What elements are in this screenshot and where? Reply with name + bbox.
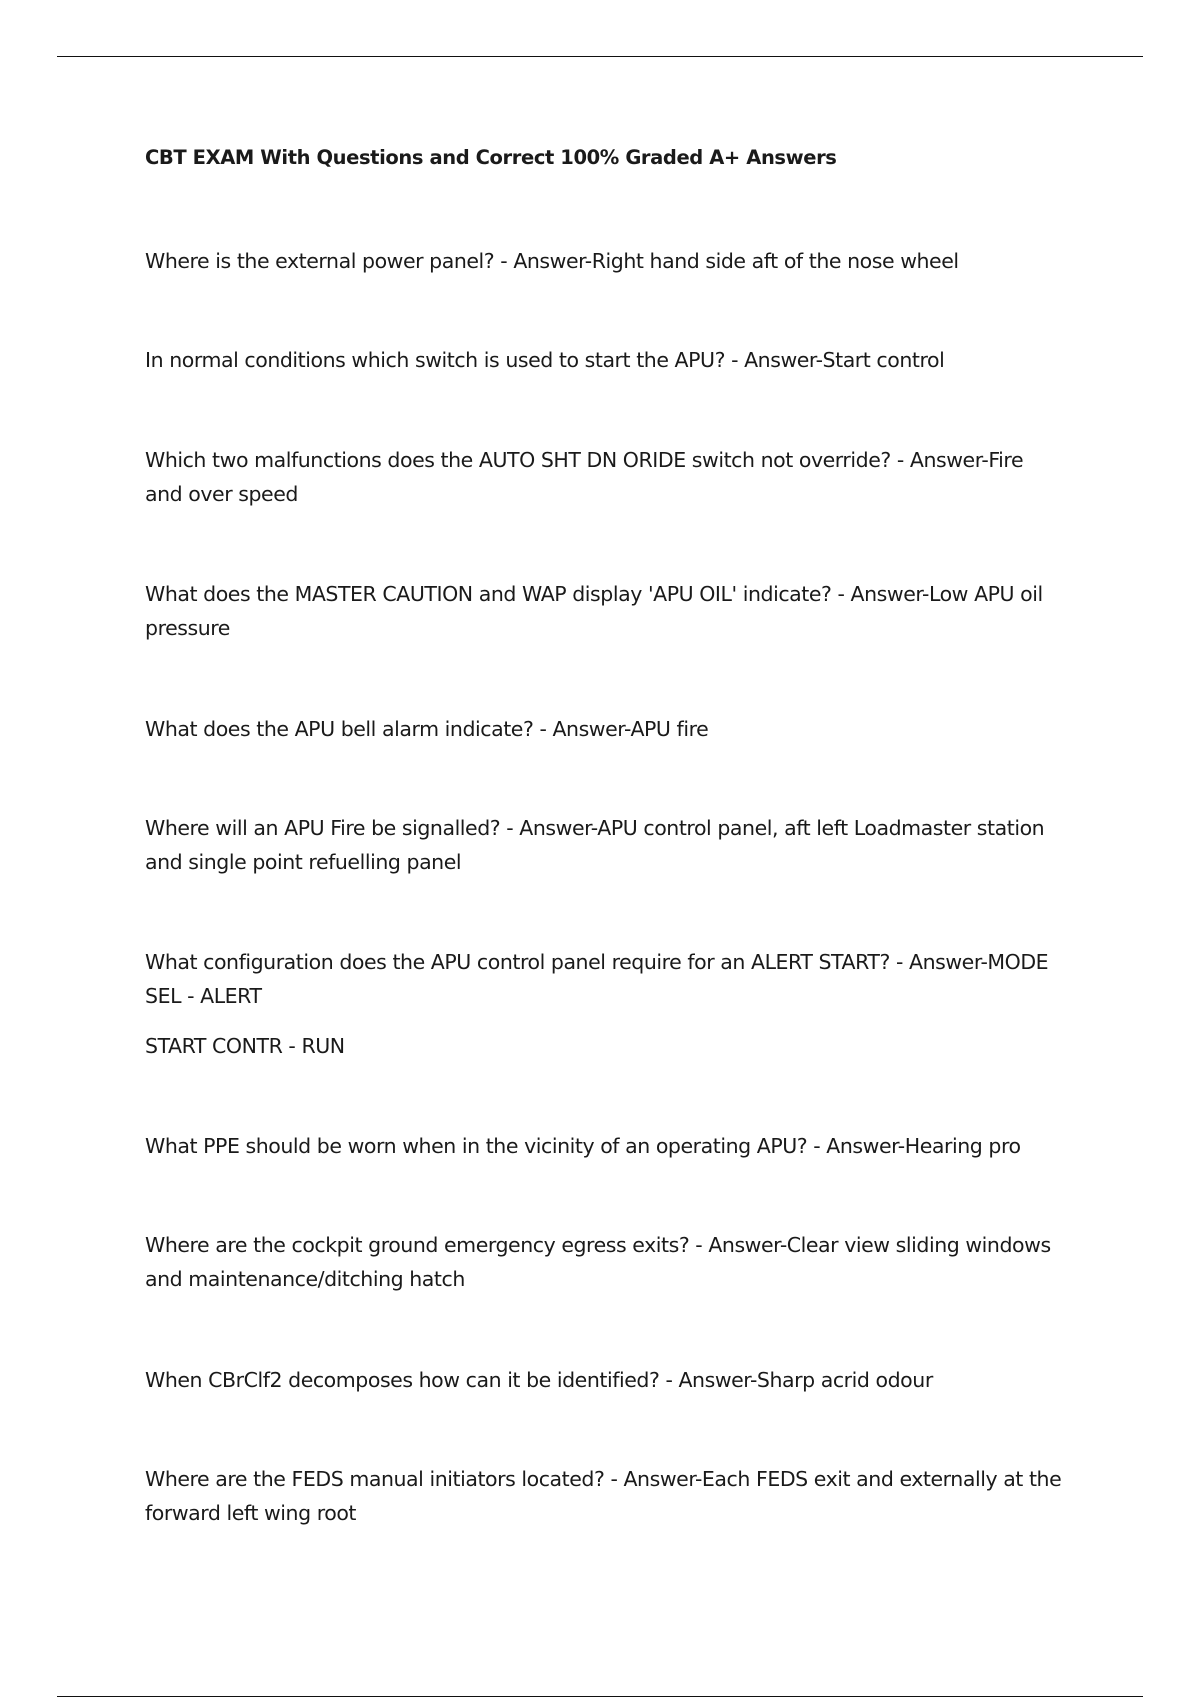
qa-item-5: What does the APU bell alarm indicate? - Answer-APU fire [145,717,709,741]
qa-item-3: Which two malfunctions does the AUTO SHT DN ORIDE switch not override? - Answer-Fire and over speed [145,448,1024,506]
header-rule [57,56,1143,57]
qa-item-10: When CBrClf2 decomposes how can it be identified? - Answer-Sharp acrid odour [145,1368,933,1392]
qa-item-11: Where are the FEDS manual initiators located? - Answer-Each FEDS exit and externally at the forward left wing root [145,1467,1062,1525]
document-title: CBT EXAM With Questions and Correct 100% Graded A+ Answers [145,146,837,169]
qa-item-4: What does the MASTER CAUTION and WAP display 'APU OIL' indicate? - Answer-Low APU oil pressure [145,582,1043,640]
qa-item-7: What configuration does the APU control panel require for an ALERT START? - Answer-MODE SEL - ALERT [145,950,1049,1008]
footer-rule [57,1696,1143,1697]
qa-item-2: In normal conditions which switch is used to start the APU? - Answer-Start control [145,348,945,372]
qa-item-7-extra: START CONTR - RUN [145,1034,345,1058]
qa-item-6: Where will an APU Fire be signalled? - Answer-APU control panel, aft left Loadmaster station and single point refuelling panel [145,816,1045,874]
qa-item-9: Where are the cockpit ground emergency egress exits? - Answer-Clear view sliding windows and maintenance/ditching hatch [145,1233,1051,1291]
qa-item-8: What PPE should be worn when in the vicinity of an operating APU? - Answer-Hearing pro [145,1134,1021,1158]
qa-item-1: Where is the external power panel? - Answer-Right hand side aft of the nose wheel [145,249,959,273]
